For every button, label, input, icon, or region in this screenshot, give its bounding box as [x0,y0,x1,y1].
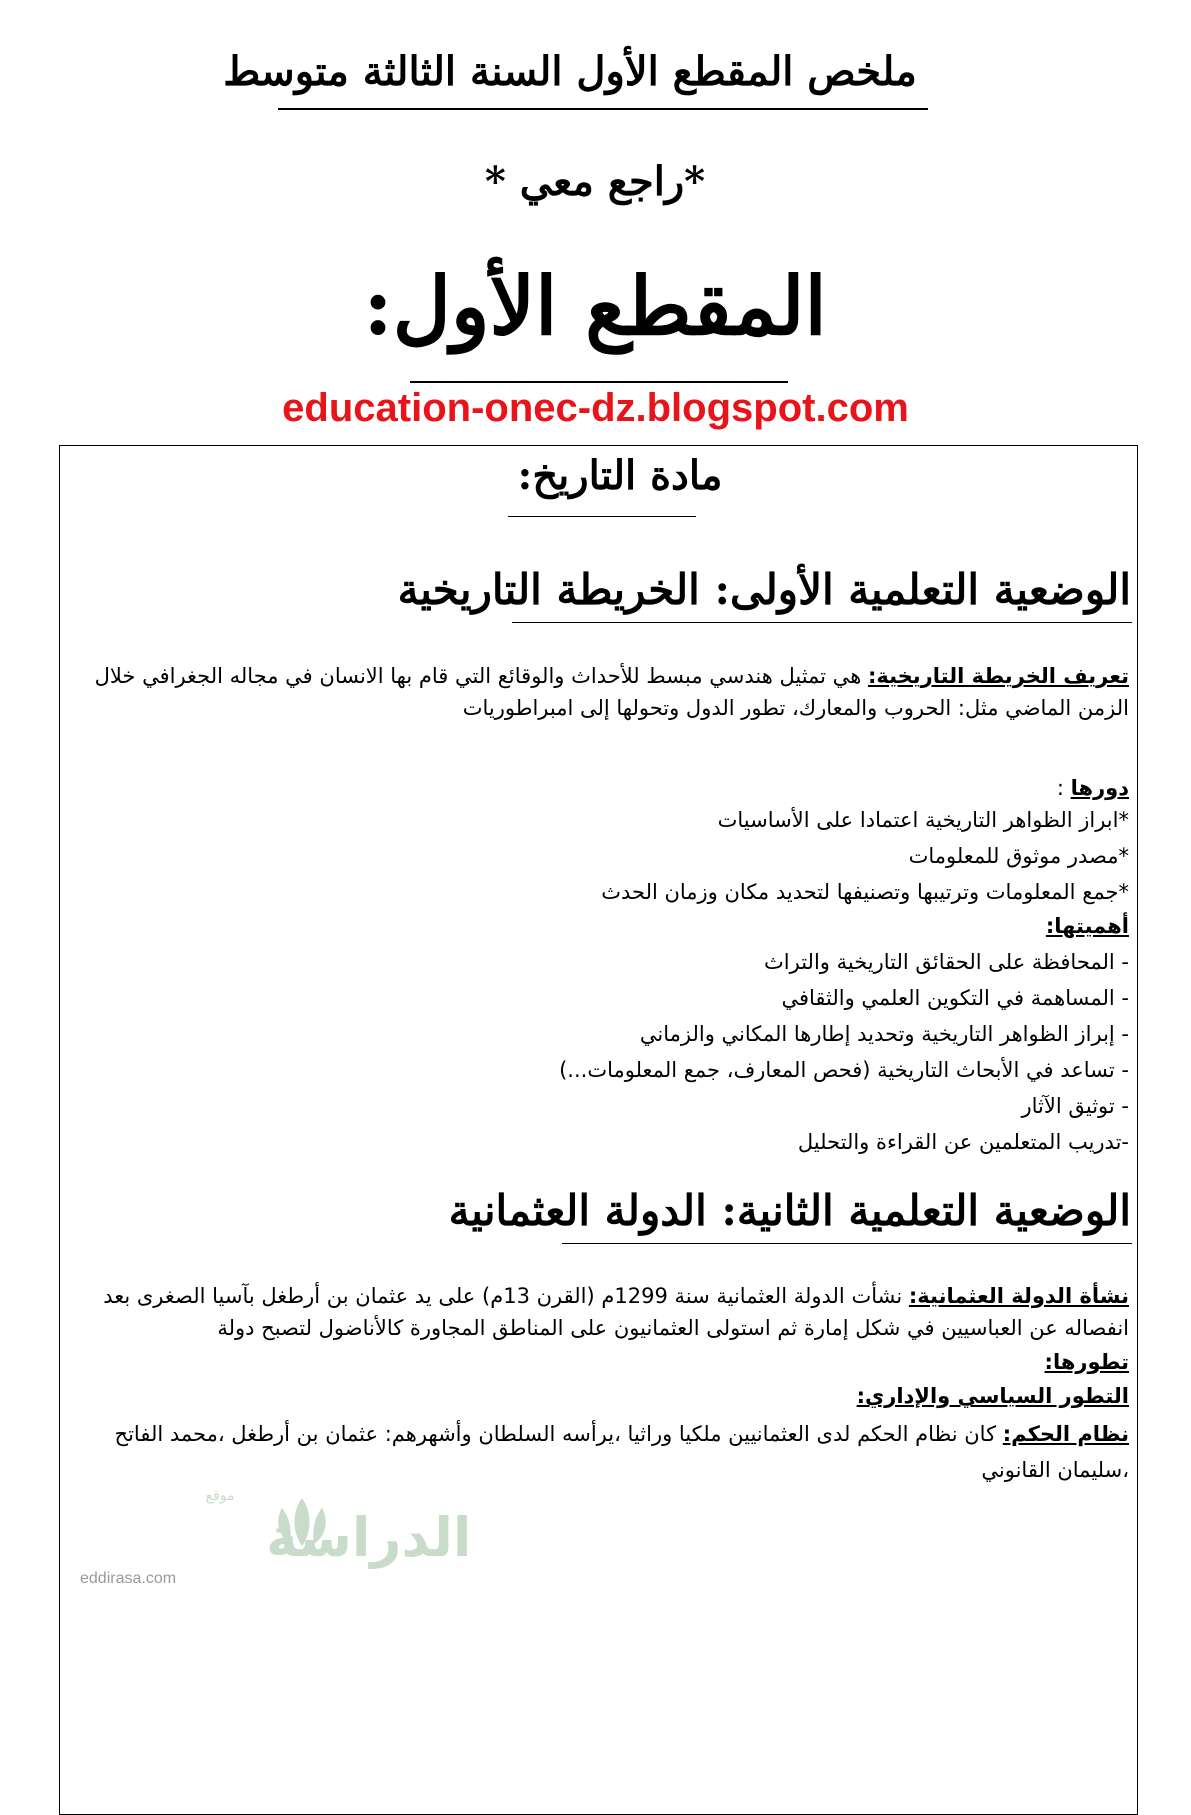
importance-item: - إبراز الظواهر التاريخية وتحديد إطارها المكاني والزماني [639,1022,1129,1046]
importance-item: - المساهمة في التكوين العلمي والثقافي [781,986,1129,1010]
subject-underline [508,516,696,517]
importance-item: - المحافظة على الحقائق التاريخية والتراث [764,950,1129,974]
role-item: *مصدر موثوق للمعلومات [908,844,1129,868]
role-heading [1057,772,1129,804]
political-label: التطور السياسي والإداري: [856,1384,1129,1408]
subject-heading: مادة التاريخ: [517,452,723,499]
situation1-title: الوضعية التعلمية الأولى: الخريطة التاريخية [397,565,1131,614]
role-label: دورها [1070,776,1129,800]
situation2-underline [562,1243,1132,1244]
governance-line2: ،سليمان القانوني [981,1458,1129,1482]
role-item: *جمع المعلومات وترتيبها وتصنيفها لتحديد مكان وزمان الحدث [601,880,1129,904]
watermark-logo-small: موقع [205,1488,235,1504]
definition-line1 [95,660,1129,692]
watermark-logo [70,1478,472,1569]
origin-line2: انفصاله عن العباسيين في شكل إمارة ثم استولى العثمانيون على المناطق المجاورة كالأناضول لتصبح دولة [217,1316,1129,1340]
situation2-title: الوضعية التعلمية الثانية: الدولة العثمانية [448,1186,1131,1235]
source-url: education-onec-dz.blogspot.com [282,386,909,430]
review-heading: *راجع معي * [484,158,706,205]
governance-label: نظام الحكم: [1002,1422,1129,1446]
watermark-logo-text: الدراسة [266,1506,472,1569]
role-item: *ابراز الظواهر التاريخية اعتمادا على الأساسيات [717,808,1129,832]
political-heading [857,1380,1129,1412]
definition-text1: هي تمثيل هندسي مبسط للأحداث والوقائع التي قام بها الانسان في مجاله الجغرافي خلال [94,664,868,688]
importance-item: -تدريب المتعلمين عن القراءة والتحليل [797,1130,1129,1154]
importance-item: - توثيق الآثار [1021,1094,1129,1118]
watermark-site: eddirasa.com [80,1570,177,1587]
origin-line1 [103,1280,1129,1312]
development-label: تطورها: [1044,1350,1129,1374]
title-underline [278,108,928,110]
origin-label: نشأة الدولة العثمانية: [908,1284,1129,1308]
governance-text1: كان نظام الحكم لدى العثمانيين ملكيا وراثيا ،يرأسه السلطان وأشهرهم: عثمان بن أرطغل ،محمد الفاتح [114,1422,1003,1446]
section-title-underline [410,381,788,383]
importance-label: أهميتها: [1045,914,1129,938]
importance-item: - تساعد في الأبحاث التاريخية (فحص المعارف، جمع المعلومات...) [559,1058,1129,1082]
situation1-underline [512,622,1132,623]
governance-line1 [115,1418,1129,1450]
definition-line2: الزمن الماضي مثل: الحروب والمعارك، تطور الدول وتحولها إلى امبراطوريات [462,696,1129,720]
origin-text1: نشأت الدولة العثمانية سنة 1299م (القرن 13م) على يد عثمان بن أرطغل بآسيا الصغرى بعد [103,1284,909,1308]
section-title: المقطع الأول: [363,259,827,353]
main-title: ملخص المقطع الأول السنة الثالثة متوسط [223,48,917,95]
definition-label: تعريف الخريطة التاريخية: [867,664,1129,688]
development-heading [1045,1346,1129,1378]
importance-heading [1046,910,1129,942]
role-colon: : [1056,776,1071,800]
